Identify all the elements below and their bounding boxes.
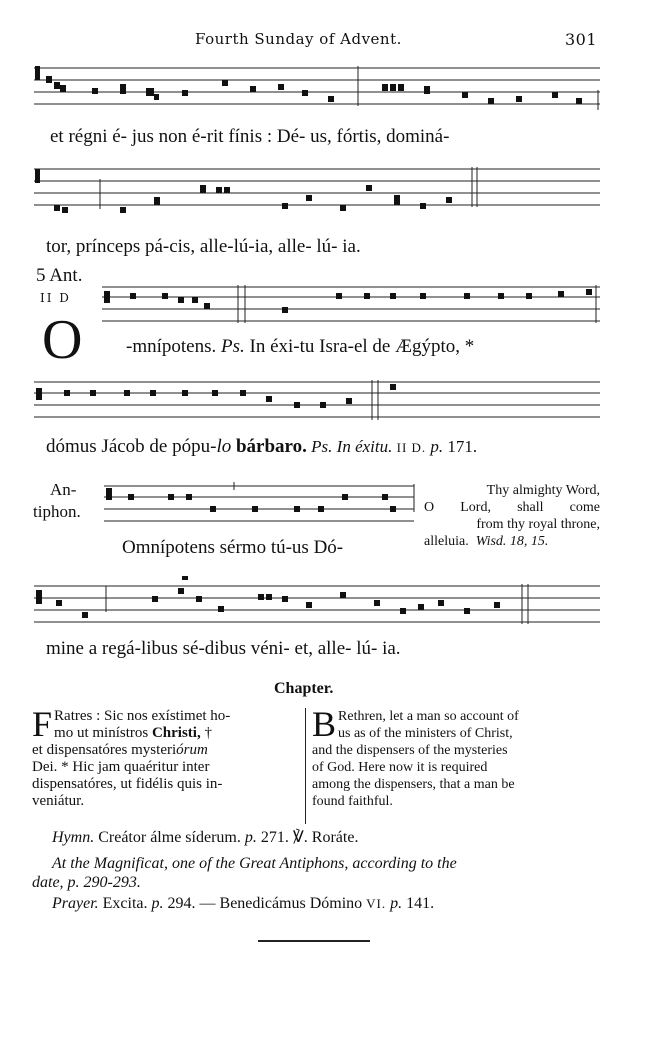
magnificat-line-1: At the Magnificat, one of the Great Antiphons, according to the: [52, 855, 457, 872]
prayer-end: 141.: [402, 895, 435, 912]
latin-line-2-text: mo ut minístros: [54, 725, 152, 741]
lyrics-4-mode: II D.: [396, 440, 427, 455]
latin-line-3: [32, 742, 298, 759]
prayer-rest: 294. — Benedicámus Dómino: [163, 895, 367, 912]
translation-line-4: [424, 533, 600, 550]
lyrics-line-4: [46, 436, 477, 458]
music-staff-5: [102, 482, 416, 527]
latin-line-6: veniátur.: [32, 793, 85, 809]
lyrics-4-part-1: dómus Jácob de pópu-: [46, 436, 217, 457]
latin-orum: órum: [176, 742, 208, 758]
prayer-label: Prayer.: [52, 895, 99, 912]
antiphon-label-b: tiphon.: [33, 502, 81, 521]
english-line-4: of God. Here now it is required: [312, 760, 488, 775]
hymn-text: Creátor álme síderum.: [94, 829, 245, 846]
latin-line-1: Ratres : Sic nos exístimet ho-: [54, 708, 231, 724]
chapter-heading: Chapter.: [274, 680, 334, 697]
antiphon-marker: 5 Ant.: [36, 265, 83, 286]
lyrics-line-5: Omnípotens sérmo tú-us Dó-: [122, 537, 344, 558]
latin-dagger: †: [200, 725, 212, 741]
prayer-p2: p.: [386, 895, 403, 912]
latin-line-2: [32, 725, 298, 742]
antiphon-mode: II D: [40, 291, 71, 305]
lyrics-line-2: tor, prínceps pá-cis, alle-lú-ia, alle- lú- ia.: [46, 236, 361, 257]
lyrics-4-p: p.: [426, 437, 448, 456]
english-line-2: us as of the ministers of Christ,: [338, 726, 513, 741]
translation-line-1: Thy almighty Word,: [486, 483, 600, 498]
english-line-3: and the dispensers of the mysteries: [312, 743, 508, 758]
column-divider: [305, 708, 306, 824]
latin-line-4: Dei. * Hic jam quaéritur inter: [32, 759, 210, 775]
english-drop-initial: B: [312, 704, 337, 744]
music-staff-2: [32, 163, 602, 223]
latin-line-3-text: et dispensatóres mysteri: [32, 742, 177, 758]
prayer-text: Excita.: [98, 895, 152, 912]
antiphon-text-b: In éxi-tu Isra-el de Ægýpto, *: [249, 336, 475, 357]
music-staff-4: [32, 378, 602, 423]
music-staff-1: [32, 62, 602, 117]
magnificat-rubric: [32, 854, 600, 892]
lyrics-line-3: [126, 336, 474, 358]
prayer-mode: VI.: [366, 896, 387, 911]
latin-drop-initial: F: [32, 704, 53, 744]
hymn-p: p.: [244, 829, 257, 846]
chapter-latin: [32, 704, 298, 810]
antiphon-translation: [424, 482, 600, 550]
english-line-1: Rethren, let a man so account of: [338, 709, 519, 724]
english-line-5: among the dispensers, that a man be: [312, 777, 515, 792]
lyrics-4-ref-label: Ps. In éxitu.: [306, 437, 397, 456]
translation-alleluia: alleluia.: [424, 534, 469, 549]
english-line-6: found faithful.: [312, 794, 393, 809]
drop-initial-o: O: [42, 309, 83, 371]
prayer-p: p.: [151, 895, 164, 912]
end-rule: [258, 940, 370, 942]
antiphon-text-a: -mnípotens.: [126, 336, 217, 357]
lyrics-4-page: 171.: [447, 437, 478, 456]
music-staff-6: [32, 572, 602, 627]
latin-line-5: dispensatóres, ut fidélis quis in-: [32, 776, 223, 792]
running-title: Fourth Sunday of Advent.: [195, 30, 402, 48]
music-staff-3: [100, 283, 602, 328]
hymn-label: Hymn.: [52, 829, 95, 846]
lyrics-line-6: mine a regá-libus sé-dibus véni- et, alle- lú- ia.: [46, 638, 401, 659]
hymn-rest: 271. ℣. Roráte.: [256, 829, 359, 846]
lyrics-4-part-3: bárbaro.: [235, 436, 307, 457]
lyrics-line-1: et régni é- jus non é-rit fínis : Dé- us, fórtis, dominá-: [50, 126, 450, 147]
magnificat-line-2: date, p. 290-293.: [32, 874, 141, 891]
psalm-label: Ps.: [221, 336, 245, 357]
chapter-english: [312, 704, 600, 810]
prayer-line: [52, 894, 434, 913]
translation-line-2: O Lord, shall come: [424, 500, 600, 515]
lyrics-4-part-2: lo: [216, 436, 232, 457]
antiphon-label-a: An-: [50, 480, 77, 499]
latin-christi: Christi,: [151, 725, 201, 741]
translation-source: Wisd. 18, 15.: [475, 534, 549, 549]
page-number: 301: [565, 30, 598, 49]
translation-line-3: from thy royal throne,: [476, 517, 600, 532]
hymn-line: [52, 828, 358, 847]
